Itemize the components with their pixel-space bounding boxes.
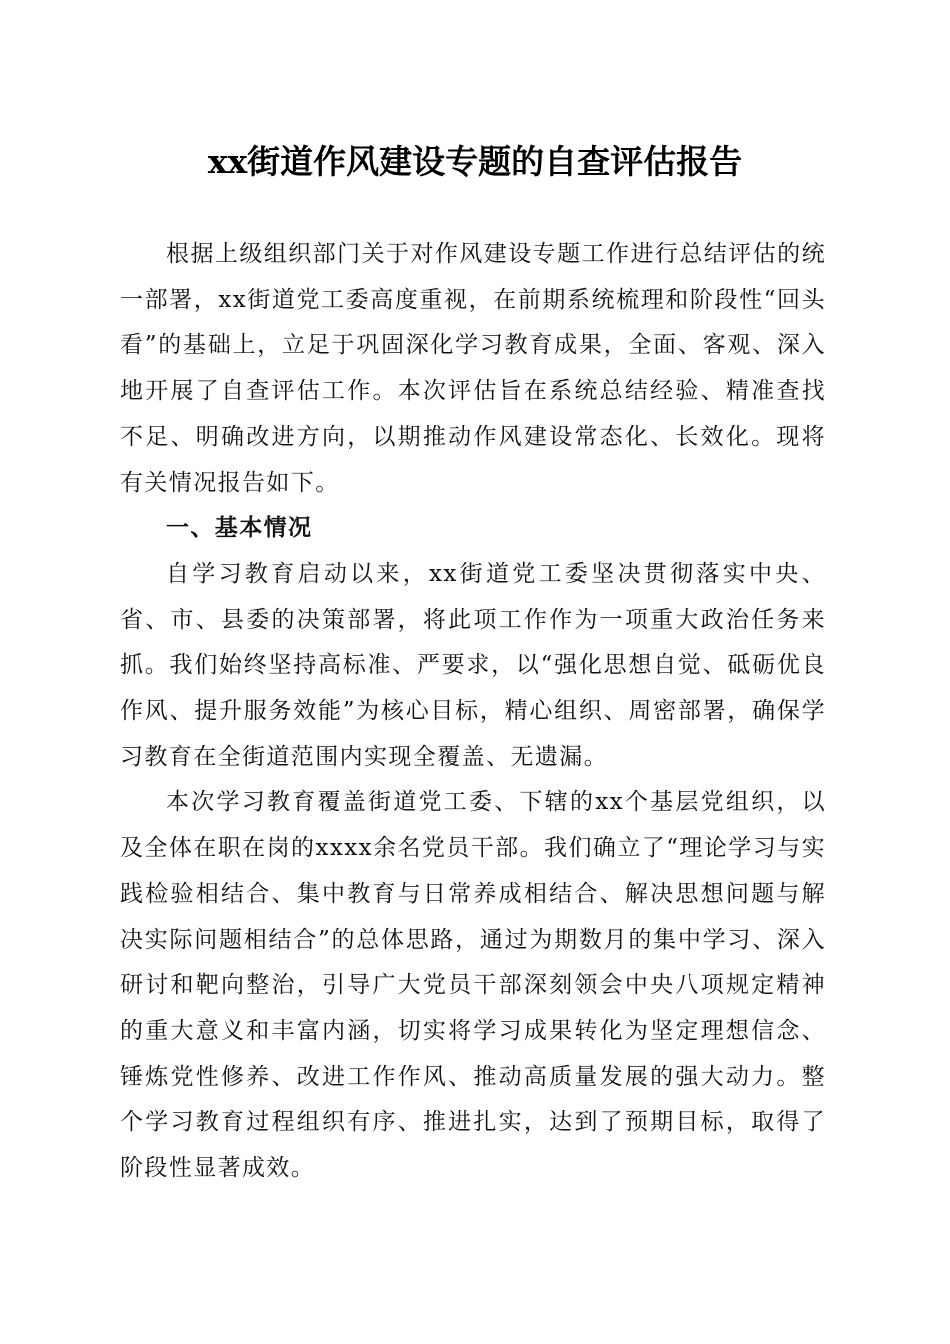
body-paragraph-2: 本次学习教育覆盖街道党工委、下辖的xx个基层党组织，以及全体在职在岗的xxxx余名党员干部。我们确立了“理论学习与实践检验相结合、集中教育与日常养成相结合、解决思想问题与解决实际问题相结合”的总体思路，通过为期数月的集中学习、深入研讨和靶向整治，引导广大党员干部深刻领会中央八项规定精神的重大意义和丰富内涵，切实将学习成果转化为坚定理想信念、锤炼党性修养、改进工作作风、推动高质量发展的强大动力。整个学习教育过程组织有序、推进扎实，达到了预期目标，取得了阶段性显著成效。 — [120, 789, 826, 1182]
document-title: xx街道作风建设专题的自查评估报告 — [207, 142, 743, 181]
intro-paragraph: 根据上级组织部门关于对作风建设专题工作进行总结评估的统一部署，xx街道党工委高度重视，在前期系统梳理和阶段性“回头看”的基础上，立足于巩固深化学习教育成果，全面、客观、深入地开展了自查评估工作。本次评估旨在系统总结经验、精准查找不足、明确改进方向，以期推动作风建设常态化、长效化。现将有关情况报告如下。 — [120, 241, 826, 496]
document-body — [120, 232, 826, 1192]
section-heading: 一、基本情况 — [166, 515, 313, 542]
body-paragraph-1: 自学习教育启动以来，xx街道党工委坚决贯彻落实中央、省、市、县委的决策部署，将此项工作作为一项重大政治任务来抓。我们始终坚持高标准、严要求，以“强化思想自觉、砥砺优良作风、提升服务效能”为核心目标，精心组织、周密部署，确保学习教育在全街道范围内实现全覆盖、无遗漏。 — [120, 560, 826, 770]
